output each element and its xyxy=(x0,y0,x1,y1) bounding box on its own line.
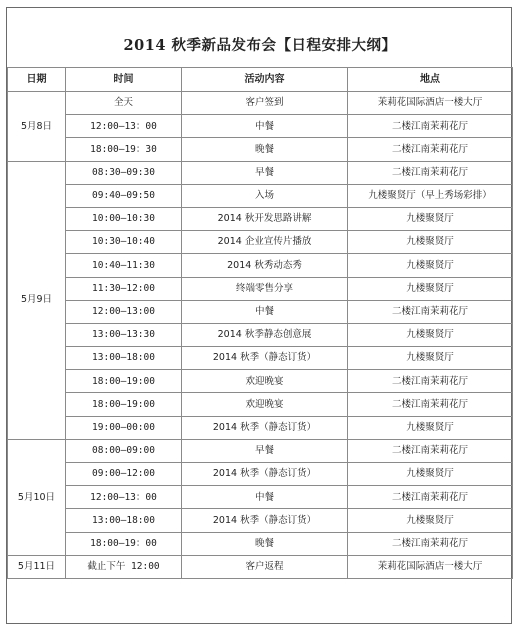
location-cell: 九楼聚贤厅 xyxy=(348,231,513,254)
time-cell: 19:00—00:00 xyxy=(66,416,182,439)
document-title: 2014 秋季新品发布会【日程安排大纲】 xyxy=(123,37,397,54)
location-cell: 二楼江南茉莉花厅 xyxy=(348,300,513,323)
date-cell: 5月8日 xyxy=(8,92,66,162)
location-cell: 九楼聚贤厅 xyxy=(348,323,513,346)
date-cell: 5月11日 xyxy=(8,555,66,578)
activity-cell: 终端零售分享 xyxy=(182,277,348,300)
location-cell: 茉莉花国际酒店一楼大厅 xyxy=(348,92,513,115)
location-cell: 茉莉花国际酒店一楼大厅 xyxy=(348,555,513,578)
activity-cell: 2014 秋季（静态订货） xyxy=(182,463,348,486)
header-date: 日期 xyxy=(8,68,66,92)
schedule-body xyxy=(8,92,513,579)
location-cell: 九楼聚贤厅（早上秀场彩排） xyxy=(348,184,513,207)
activity-cell: 入场 xyxy=(182,184,348,207)
activity-cell: 晚餐 xyxy=(182,138,348,161)
time-cell: 全天 xyxy=(66,92,182,115)
table-row xyxy=(8,416,513,439)
time-cell: 18:00—19：00 xyxy=(66,532,182,555)
table-row xyxy=(8,300,513,323)
location-cell: 九楼聚贤厅 xyxy=(348,277,513,300)
location-cell: 九楼聚贤厅 xyxy=(348,463,513,486)
table-row xyxy=(8,532,513,555)
table-row xyxy=(8,463,513,486)
location-cell: 九楼聚贤厅 xyxy=(348,347,513,370)
location-cell: 二楼江南茉莉花厅 xyxy=(348,393,513,416)
table-row xyxy=(8,370,513,393)
location-cell: 九楼聚贤厅 xyxy=(348,207,513,230)
time-cell: 18:00—19:00 xyxy=(66,393,182,416)
location-cell: 二楼江南茉莉花厅 xyxy=(348,138,513,161)
time-cell: 13:00—13:30 xyxy=(66,323,182,346)
location-cell: 九楼聚贤厅 xyxy=(348,416,513,439)
table-row xyxy=(8,254,513,277)
activity-cell: 客户签到 xyxy=(182,92,348,115)
time-cell: 11:30—12:00 xyxy=(66,277,182,300)
table-row xyxy=(8,231,513,254)
time-cell: 08:00—09:00 xyxy=(66,439,182,462)
date-cell: 5月10日 xyxy=(8,439,66,555)
table-row xyxy=(8,486,513,509)
time-cell: 10:30—10:40 xyxy=(66,231,182,254)
activity-cell: 中餐 xyxy=(182,300,348,323)
activity-cell: 2014 秋季（静态订货） xyxy=(182,347,348,370)
activity-cell: 2014 秋季静态创意展 xyxy=(182,323,348,346)
time-cell: 12:00—13:00 xyxy=(66,300,182,323)
table-row xyxy=(8,207,513,230)
location-cell: 二楼江南茉莉花厅 xyxy=(348,439,513,462)
time-cell: 截止下午 12:00 xyxy=(66,555,182,578)
activity-cell: 2014 秋季（静态订货） xyxy=(182,509,348,532)
activity-cell: 2014 秋秀动态秀 xyxy=(182,254,348,277)
table-row xyxy=(8,439,513,462)
schedule-table xyxy=(7,67,513,579)
activity-cell: 客户返程 xyxy=(182,555,348,578)
time-cell: 10:40—11:30 xyxy=(66,254,182,277)
time-cell: 18:00—19：30 xyxy=(66,138,182,161)
header-time: 时间 xyxy=(66,68,182,92)
location-cell: 九楼聚贤厅 xyxy=(348,509,513,532)
time-cell: 09:40—09:50 xyxy=(66,184,182,207)
table-row xyxy=(8,115,513,138)
table-row xyxy=(8,509,513,532)
header-activity: 活动内容 xyxy=(182,68,348,92)
activity-cell: 中餐 xyxy=(182,486,348,509)
activity-cell: 中餐 xyxy=(182,115,348,138)
time-cell: 12:00—13：00 xyxy=(66,486,182,509)
location-cell: 九楼聚贤厅 xyxy=(348,254,513,277)
header-location: 地点 xyxy=(348,68,513,92)
table-row xyxy=(8,347,513,370)
table-row xyxy=(8,138,513,161)
table-row xyxy=(8,277,513,300)
activity-cell: 2014 秋开发思路讲解 xyxy=(182,207,348,230)
location-cell: 二楼江南茉莉花厅 xyxy=(348,115,513,138)
time-cell: 08:30—09:30 xyxy=(66,161,182,184)
table-row xyxy=(8,161,513,184)
table-row xyxy=(8,323,513,346)
header-row xyxy=(8,68,513,92)
date-cell: 5月9日 xyxy=(8,161,66,439)
activity-cell: 早餐 xyxy=(182,161,348,184)
table-row xyxy=(8,92,513,115)
time-cell: 10:00—10:30 xyxy=(66,207,182,230)
activity-cell: 2014 秋季（静态订货） xyxy=(182,416,348,439)
time-cell: 09:00—12:00 xyxy=(66,463,182,486)
time-cell: 12:00—13：00 xyxy=(66,115,182,138)
table-row xyxy=(8,555,513,578)
activity-cell: 早餐 xyxy=(182,439,348,462)
activity-cell: 晚餐 xyxy=(182,532,348,555)
table-row xyxy=(8,393,513,416)
location-cell: 二楼江南茉莉花厅 xyxy=(348,532,513,555)
time-cell: 13:00—18:00 xyxy=(66,509,182,532)
activity-cell: 欢迎晚宴 xyxy=(182,370,348,393)
time-cell: 13:00—18:00 xyxy=(66,347,182,370)
location-cell: 二楼江南茉莉花厅 xyxy=(348,486,513,509)
location-cell: 二楼江南茉莉花厅 xyxy=(348,370,513,393)
table-row xyxy=(8,184,513,207)
time-cell: 18:00—19:00 xyxy=(66,370,182,393)
activity-cell: 2014 企业宣传片播放 xyxy=(182,231,348,254)
location-cell: 二楼江南茉莉花厅 xyxy=(348,161,513,184)
activity-cell: 欢迎晚宴 xyxy=(182,393,348,416)
